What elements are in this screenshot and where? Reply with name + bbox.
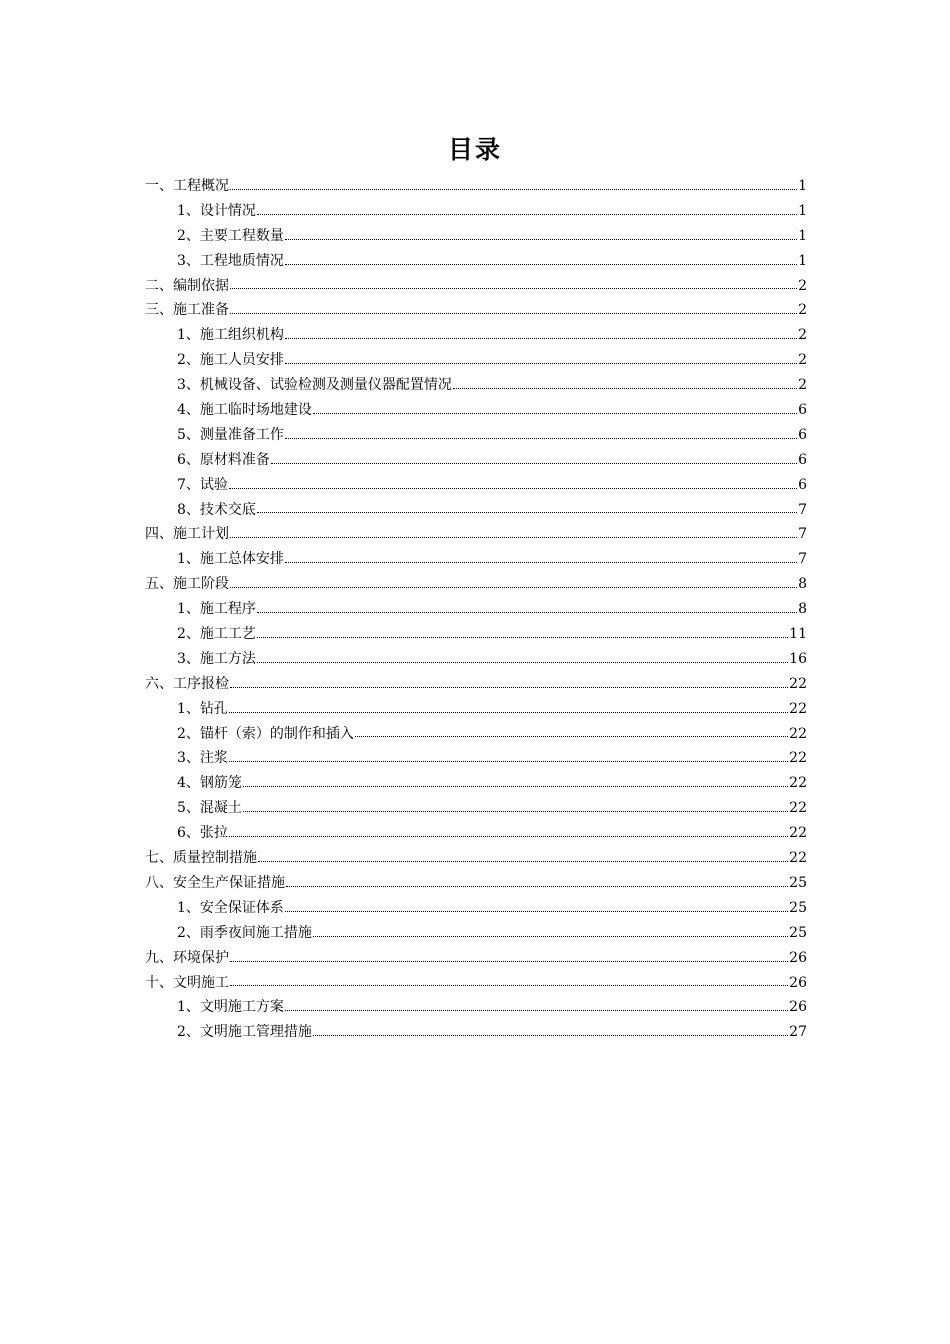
toc-entry-page-number: 26: [789, 949, 807, 966]
toc-entry-label: 4、施工临时场地建设: [177, 402, 312, 419]
toc-entry-label: 1、安全保证体系: [177, 899, 284, 916]
toc-entry-label: 5、混凝土: [177, 800, 242, 817]
toc-entry-label: 2、雨季夜间施工措施: [177, 924, 312, 941]
toc-entry[interactable]: [145, 174, 807, 199]
toc-dot-leader: [285, 911, 788, 912]
toc-entry[interactable]: [145, 522, 807, 547]
toc-entry[interactable]: [145, 995, 807, 1020]
toc-entry-label: 6、原材料准备: [177, 451, 270, 468]
toc-entry[interactable]: [145, 323, 807, 348]
toc-dot-leader: [285, 363, 797, 364]
toc-entry-page-number: 25: [789, 899, 807, 916]
toc-dot-leader: [285, 562, 797, 563]
toc-entry[interactable]: [145, 622, 807, 647]
toc-entry-page-number: 22: [789, 675, 807, 692]
toc-dot-leader: [257, 662, 788, 663]
toc-entry[interactable]: [145, 697, 807, 722]
toc-entry[interactable]: [145, 896, 807, 921]
toc-dot-leader: [230, 961, 788, 962]
toc-entry[interactable]: [145, 498, 807, 523]
toc-entry[interactable]: [145, 448, 807, 473]
toc-dot-leader: [285, 1010, 788, 1011]
toc-entry-label: 1、施工程序: [177, 601, 256, 618]
toc-entry-page-number: 22: [789, 850, 807, 867]
toc-dot-leader: [258, 861, 788, 862]
toc-entry[interactable]: [145, 224, 807, 249]
toc-dot-leader: [257, 512, 797, 513]
toc-entry-page-number: 22: [789, 775, 807, 792]
toc-dot-leader: [243, 786, 788, 787]
toc-entry[interactable]: [145, 746, 807, 771]
toc-entry-label: 1、钻孔: [177, 700, 228, 717]
toc-entry[interactable]: [145, 672, 807, 697]
toc-entry-label: 3、注浆: [177, 750, 228, 767]
toc-entry[interactable]: [145, 597, 807, 622]
toc-title: 目录: [447, 135, 502, 164]
toc-entry-page-number: 22: [789, 700, 807, 717]
toc-entry[interactable]: [145, 821, 807, 846]
toc-entry-page-number: 26: [789, 999, 807, 1016]
toc-entry-page-number: 16: [789, 650, 807, 667]
toc-entry[interactable]: [145, 249, 807, 274]
toc-entry-label: 3、机械设备、试验检测及测量仪器配置情况: [177, 377, 452, 394]
toc-entry-page-number: 7: [798, 526, 807, 543]
toc-entry[interactable]: [145, 473, 807, 498]
toc-entry-page-number: 2: [798, 277, 807, 294]
toc-dot-leader: [313, 936, 788, 937]
toc-entry[interactable]: [145, 971, 807, 996]
toc-entry-label: 2、主要工程数量: [177, 227, 284, 244]
toc-dot-leader: [230, 985, 788, 986]
toc-entry-page-number: 7: [798, 501, 807, 518]
toc-dot-leader: [229, 712, 788, 713]
toc-dot-leader: [286, 886, 788, 887]
toc-entry-page-number: 1: [798, 202, 807, 219]
toc-entry-page-number: 7: [798, 551, 807, 568]
toc-dot-leader: [285, 264, 797, 265]
toc-entry-page-number: 26: [789, 974, 807, 991]
toc-entry-label: 1、设计情况: [177, 202, 256, 219]
toc-dot-leader: [229, 761, 788, 762]
toc-entry-label: 八、安全生产保证措施: [145, 874, 285, 891]
toc-entry[interactable]: [145, 647, 807, 672]
toc-entry-page-number: 22: [789, 725, 807, 742]
toc-entry-label: 七、质量控制措施: [145, 850, 257, 867]
toc-entry-page-number: 2: [798, 377, 807, 394]
toc-entry-page-number: 2: [798, 352, 807, 369]
toc-dot-leader: [355, 736, 788, 737]
toc-entry-page-number: 8: [798, 576, 807, 593]
toc-entry[interactable]: [145, 423, 807, 448]
toc-entry-label: 5、测量准备工作: [177, 426, 284, 443]
toc-entry[interactable]: [145, 398, 807, 423]
toc-entry-page-number: 22: [789, 825, 807, 842]
toc-entry[interactable]: [145, 722, 807, 747]
toc-entry-label: 3、施工方法: [177, 650, 256, 667]
toc-entry-page-number: 25: [789, 874, 807, 891]
toc-dot-leader: [230, 587, 797, 588]
toc-entry-label: 六、工序报检: [145, 675, 229, 692]
toc-entry-page-number: 1: [798, 178, 807, 194]
toc-entry-label: 1、施工组织机构: [177, 327, 284, 344]
toc-dot-leader: [243, 811, 788, 812]
toc-entry-page-number: 6: [798, 402, 807, 419]
toc-entry-page-number: 6: [798, 426, 807, 443]
toc-entry[interactable]: [145, 946, 807, 971]
toc-entry-label: 十、文明施工: [145, 974, 229, 991]
toc-entry-label: 3、工程地质情况: [177, 252, 284, 269]
toc-entry[interactable]: [145, 547, 807, 572]
toc-dot-leader: [230, 189, 797, 190]
toc-entry-label: 2、施工人员安排: [177, 352, 284, 369]
toc-dot-leader: [285, 338, 797, 339]
toc-dot-leader: [257, 214, 797, 215]
toc-entry[interactable]: [145, 298, 807, 323]
toc-entry-page-number: 25: [789, 924, 807, 941]
toc-dot-leader: [230, 537, 797, 538]
toc-dot-leader: [230, 288, 797, 289]
toc-entry[interactable]: [145, 348, 807, 373]
toc-dot-leader: [285, 239, 797, 240]
toc-entry-page-number: 22: [789, 750, 807, 767]
toc-entry[interactable]: [145, 921, 807, 946]
toc-entry-page-number: 11: [789, 626, 807, 643]
toc-dot-leader: [230, 313, 797, 314]
toc-entry[interactable]: [145, 871, 807, 896]
toc-entry-label: 一、工程概况: [145, 178, 229, 194]
toc-dot-leader: [229, 488, 797, 489]
toc-dot-leader: [313, 413, 797, 414]
toc-entry-page-number: 2: [798, 327, 807, 344]
toc-dot-leader: [271, 463, 797, 464]
toc-entry-label: 8、技术交底: [177, 501, 256, 518]
toc-entry-label: 九、环境保护: [145, 949, 229, 966]
toc-entry-page-number: 2: [798, 302, 807, 319]
toc-entry-label: 五、施工阶段: [145, 576, 229, 593]
toc-entry-label: 2、施工工艺: [177, 626, 256, 643]
toc-entry[interactable]: [145, 373, 807, 398]
toc-entry-page-number: 1: [798, 227, 807, 244]
toc-entry-label: 1、文明施工方案: [177, 999, 284, 1016]
toc-dot-leader: [453, 388, 797, 389]
toc-entry-page-number: 27: [789, 1024, 807, 1041]
toc-entry[interactable]: [145, 572, 807, 597]
toc-entry-page-number: 1: [798, 252, 807, 269]
toc-entry[interactable]: [145, 796, 807, 821]
toc-entry-label: 7、试验: [177, 476, 228, 493]
toc-entry-label: 1、施工总体安排: [177, 551, 284, 568]
toc-entry[interactable]: [145, 1020, 807, 1045]
toc-dot-leader: [229, 836, 788, 837]
toc-entry-label: 2、文明施工管理措施: [177, 1024, 312, 1041]
toc-entry[interactable]: [145, 274, 807, 299]
toc-dot-leader: [313, 1035, 788, 1036]
toc-entry-label: 6、张拉: [177, 825, 228, 842]
toc-entry[interactable]: [145, 846, 807, 871]
toc-entry-page-number: 22: [789, 800, 807, 817]
toc-entry-label: 二、编制依据: [145, 277, 229, 294]
toc-dot-leader: [285, 438, 797, 439]
toc-entry-page-number: 6: [798, 451, 807, 468]
toc-entry-label: 四、施工计划: [145, 526, 229, 543]
toc-dot-leader: [257, 612, 797, 613]
toc-dot-leader: [230, 687, 788, 688]
toc-entry[interactable]: [145, 771, 807, 796]
toc-entry-page-number: 8: [798, 601, 807, 618]
toc-entry[interactable]: [145, 199, 807, 224]
toc-entry-label: 4、钢筋笼: [177, 775, 242, 792]
toc-entry-label: 2、锚杆（索）的制作和插入: [177, 725, 354, 742]
toc-entry-page-number: 6: [798, 476, 807, 493]
toc-entry-label: 三、施工准备: [145, 302, 229, 319]
toc-list: [145, 174, 807, 1045]
toc-dot-leader: [257, 637, 788, 638]
